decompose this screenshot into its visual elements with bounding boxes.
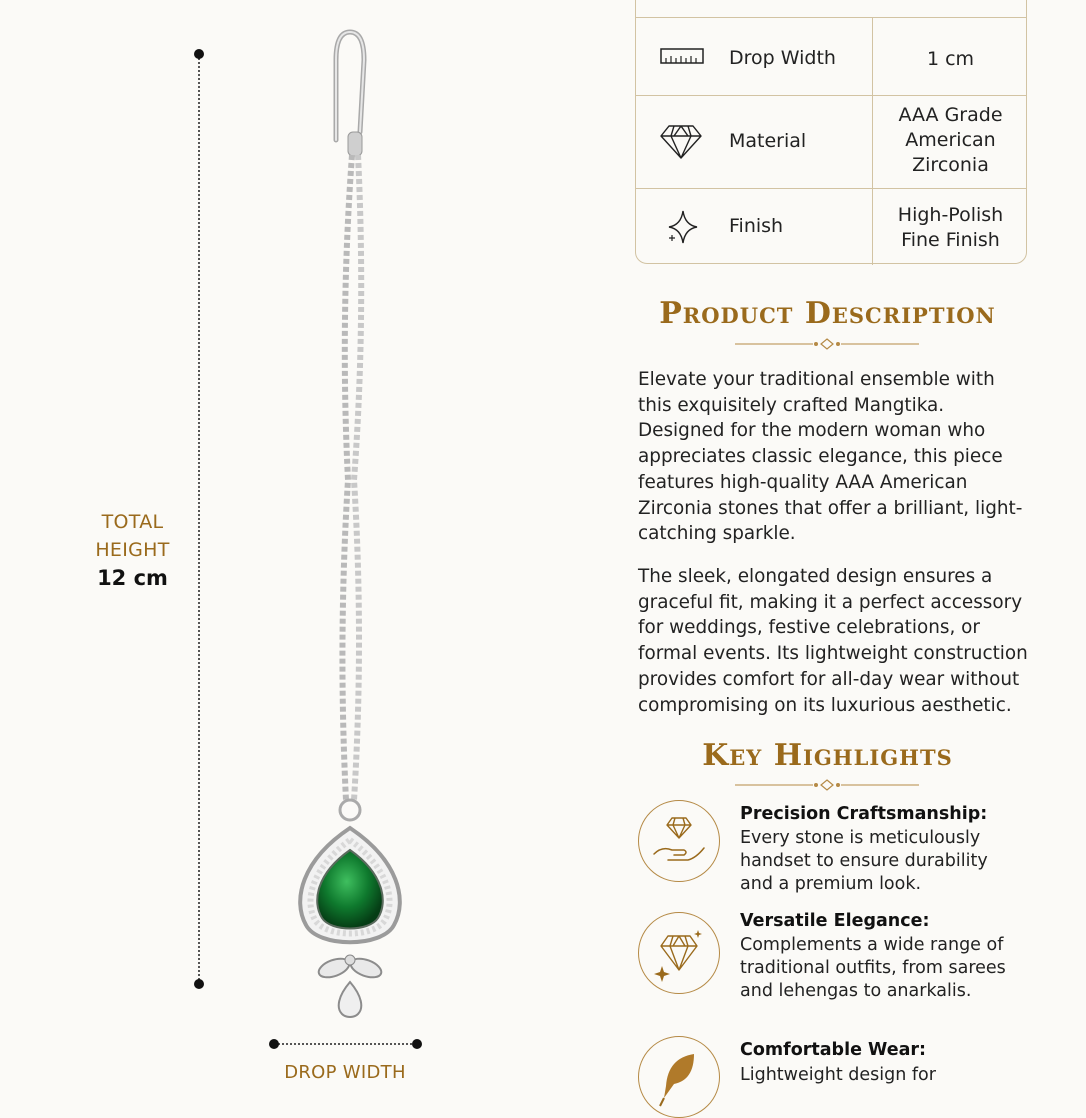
highlight-body: Lightweight design for — [740, 1065, 936, 1085]
specifications-table — [635, 0, 1027, 264]
key-highlights-heading: Key Highlights — [702, 738, 953, 773]
spec-row-drop-width — [636, 17, 1026, 95]
spec-name: Finish — [729, 215, 784, 237]
spec-value: 1 cm — [926, 48, 975, 70]
description-paragraph: Elevate your traditional ensemble with this exquisitely crafted Mangtika. Designed for the modern woman who appreciates classic elegance, this piece features high-quality AAA American Zirconia stones that offer a brilliant, light-catching sparkle. — [638, 369, 1023, 545]
diamond-icon — [660, 124, 702, 160]
description-paragraph: The sleek, elongated design ensures a graceful fit, making it a perfect accessory for weddings, festive celebrations, or formal events. Its lightweight construction provides comfort for all-day wear without compromising on its luxurious aesthetic. — [638, 566, 1028, 716]
mangtika-image — [270, 20, 430, 1030]
total-height-guide-line — [198, 54, 200, 984]
ruler-icon — [660, 48, 704, 64]
total-height-label: TOTAL HEIGHT — [95, 511, 170, 561]
highlight-title: Precision Craftsmanship: — [740, 804, 988, 824]
highlight-title: Comfortable Wear: — [740, 1040, 927, 1060]
highlight-title: Versatile Elegance: — [740, 911, 930, 931]
product-description-heading: Product Description — [659, 296, 996, 331]
spec-row-material — [636, 95, 1026, 188]
sparkle-icon — [666, 209, 700, 245]
spec-name: Material — [729, 130, 807, 152]
ornament-divider — [735, 338, 919, 350]
highlight-body: Every stone is meticulously handset to ensure durability and a premium look. — [740, 828, 988, 894]
total-height-value: 12 cm — [97, 566, 168, 590]
guide-dot-left — [269, 1039, 279, 1049]
guide-dot-top — [194, 49, 204, 59]
diamond-hand-icon — [638, 800, 720, 882]
highlight-body: Complements a wide range of traditional outfits, from sarees and lehengas to anarkalis. — [740, 935, 1006, 1001]
spec-value: AAA Grade American Zirconia — [898, 104, 1003, 176]
feather-icon — [638, 1036, 720, 1118]
spec-name: Drop Width — [729, 47, 836, 69]
spec-row-finish — [636, 188, 1026, 265]
drop-width-label: DROP WIDTH — [284, 1062, 406, 1083]
guide-dot-bottom — [194, 979, 204, 989]
diamond-sparkle-icon — [638, 912, 720, 994]
ornament-divider — [735, 779, 919, 791]
spec-value: High-Polish Fine Finish — [897, 204, 1004, 251]
drop-width-guide-line — [274, 1043, 416, 1045]
guide-dot-right — [412, 1039, 422, 1049]
